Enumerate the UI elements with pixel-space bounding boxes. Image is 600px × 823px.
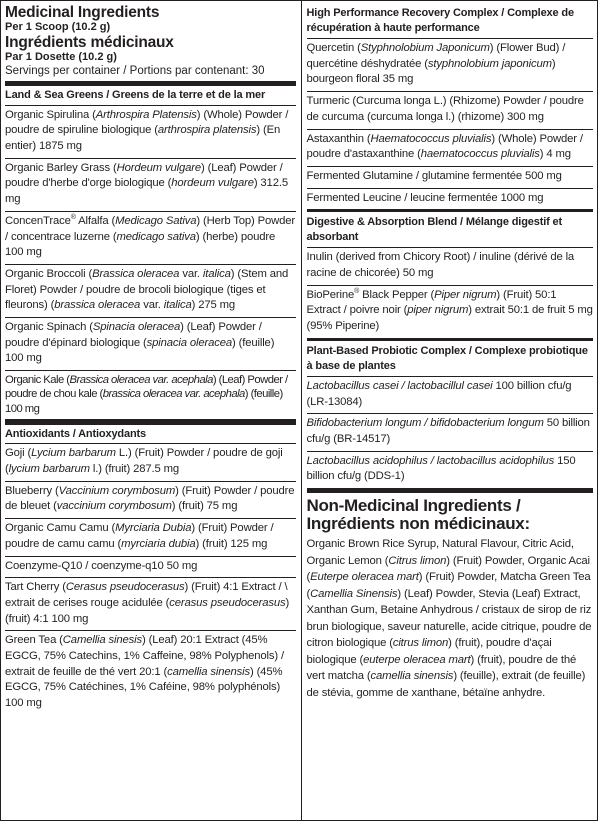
section-land-sea-greens: Land & Sea Greens / Greens de la terre et de la mer [5,81,296,106]
ingredient-turmeric: Turmeric (Curcuma longa L.) (Rhizome) Powder / poudre de curcuma (curcuma longa l.) (rhizome) 300 mg [307,92,594,129]
per-scoop-en: Per 1 Scoop (10.2 g) [5,21,111,33]
ingredient-kale: Organic Kale (Brassica oleracea var. acephala) (Leaf) Powder / poudre de chou kale (brassica oleracea var. acephala) (feuille) 100 mg [5,371,296,420]
ingredient-alfalfa: ConcenTrace® Alfalfa (Medicago Sativa) (Herb Top) Powder / concentrace luzerne (medicago sativa) (herbe) poudre 100 mg [5,212,296,265]
section-antioxidants: Antioxidants / Antioxydants [5,420,296,445]
ingredient-bifidobacterium-longum: Bifidobacterium longum / bifidobacterium longum 50 billion cfu/g (BR-14517) [307,414,594,451]
ingredient-tart-cherry: Tart Cherry (Cerasus pseudocerasus) (Fruit) 4:1 Extract / \ extrait de cerises rouge acidulée (cerasus pseudocerasus) (fruit) 4:1 100 mg [5,578,296,631]
ingredient-goji: Goji (Lycium barbarum L.) (Fruit) Powder / poudre de goji (lycium barbarum l.) (fruit) 287.5 mg [5,444,296,481]
right-column [302,1,598,820]
ingredient-camu-camu: Organic Camu Camu (Myrciaria Dubia) (Fruit) Powder / poudre de camu camu (myrciaria dubia) (fruit) 125 mg [5,519,296,556]
ingredient-spinach: Organic Spinach (Spinacia oleracea) (Leaf) Powder / poudre d'épinard biologique (spinacia oleracea) (feuille) 100 mg [5,318,296,371]
section-digestive-blend: Digestive & Absorption Blend / Mélange digestif et absorbant [307,212,594,248]
non-medicinal-ingredients: Organic Brown Rice Syrup, Natural Flavour, Citric Acid, Organic Lemon (Citrus limon) (Fruit) Powder, Organic Acai (Euterpe oleracea mart) (Fruit) Powder, Matcha Green Tea (Camellia Sinensis) (Leaf) Powder, Stevia (Leaf) Extract, Xanthan Gum, Betaine Anhydrous / cristaux de sirop de riz brun biologique, saveur naturelle, acide citrique, poudre de citron biologique (citrus limon) (fruit), poudre d'açai biologique (euterpe oleracea mart) (fruit), poudre de thé vert matcha (camellia sinensis) (feuille), extrait (de feuille) de stévia, gomme de xanthane, bétaïne anhydre. [306,538,592,699]
ingredient-fermented-leucine: Fermented Leucine / leucine fermentée 1000 mg [307,189,594,213]
ingredient-green-tea: Green Tea (Camellia sinesis) (Leaf) 20:1 Extract (45% EGCG, 75% Catechins, 1% Caffeine, 98% Polyphenols) / extrait de feuille de thé vert 20:1 (camellia sinensis) (45% EGCG, 75% Catéchines, 1% Caféine, 98% polyphénols) 100 mg [5,634,284,710]
ingredient-quercetin: Quercetin (Styphnolobium Japonicum) (Flower Bud) / quercétine déshydratée (styphnolobium japonicum) bourgeon floral 35 mg [307,39,594,92]
title-en: Medicinal Ingredients [5,4,160,21]
ingredient-barley-grass: Organic Barley Grass (Hordeum vulgare) (Leaf) Powder / poudre d'herbe d'orge biologique (hordeum vulgare) 312.5 mg [5,159,296,212]
non-medicinal-title: Non-Medicinal Ingredients / Ingrédients non médicinaux: [307,488,594,533]
ingredient-lactobacillus-casei: Lactobacillus casei / lactobacillul casei 100 billion cfu/g (LR-13084) [307,377,594,414]
section-probiotic-complex: Plant-Based Probiotic Complex / Complexe probiotique à base de plantes [307,341,594,377]
ingredient-lactobacillus-acidophilus: Lactobacillus acidophilus / lactobacillus acidophilus 150 billion cfu/g (DDS-1) [306,454,576,483]
ingredient-inulin: Inulin (derived from Chicory Root) / inuline (dérivé de la racine de chicorée) 50 mg [307,248,594,285]
title-fr: Ingrédients médicinaux [5,34,174,51]
ingredient-bioperine: BioPerine® Black Pepper (Piper nigrum) (Fruit) 50:1 Extract / poivre noir (piper nigrum) extrait 50:1 de fruit 5 mg (95% Piperine) [307,286,594,341]
ingredient-astaxanthin: Astaxanthin (Haematococcus pluvialis) (Whole) Powder / poudre d'astaxanthine (haematococcus pluvialis) 4 mg [307,130,594,167]
section-recovery-complex: High Performance Recovery Complex / Complexe de récupération à haute performance [307,4,594,39]
ingredient-fermented-glutamine: Fermented Glutamine / glutamine fermentée 500 mg [307,167,594,189]
ingredient-broccoli: Organic Broccoli (Brassica oleracea var. italica) (Stem and Floret) Powder / poudre de brocoli biologique (tiges et fleurons) (brassica oleracea var. italica) 275 mg [5,265,296,318]
ingredient-spirulina: Organic Spirulina (Arthrospira Platensis) (Whole) Powder / poudre de spiruline biologique (arthrospira platensis) (En entier) 1875 mg [5,106,296,159]
servings-per-container: Servings per container / Portions par contenant: 30 [5,65,265,77]
ingredient-coenzyme-q10: Coenzyme-Q10 / coenzyme-q10 50 mg [5,557,296,579]
left-column [1,1,302,820]
per-scoop-fr: Par 1 Dosette (10.2 g) [5,51,117,63]
ingredient-blueberry: Blueberry (Vaccinium corymbosum) (Fruit) Powder / poudre de bleuet (vaccinium corymbosum) (fruit) 75 mg [5,482,296,519]
